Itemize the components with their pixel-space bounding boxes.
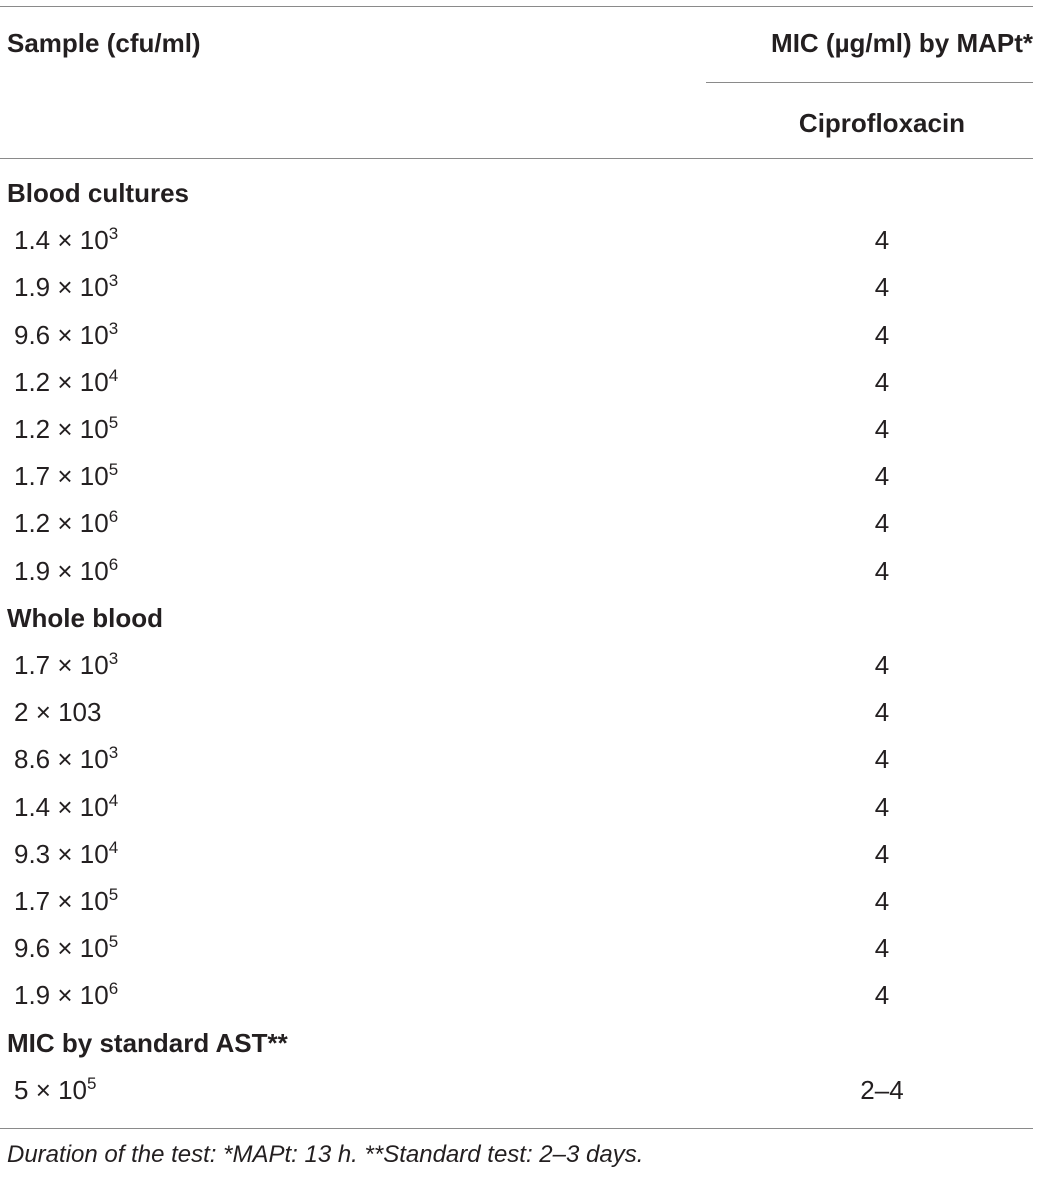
sample-concentration xyxy=(14,556,118,590)
sample-mantissa: 9.6 xyxy=(14,933,51,963)
sample-times-ten: × 10 xyxy=(50,650,109,680)
sample-concentration xyxy=(14,225,118,259)
sample-concentration xyxy=(14,414,118,448)
mic-value: 2–4 xyxy=(860,1075,904,1105)
sample-concentration xyxy=(14,886,118,920)
sample-exponent: 5 xyxy=(108,885,119,904)
header-sample: Sample (cfu/ml) xyxy=(7,28,201,58)
group-label: MIC by standard AST** xyxy=(7,1028,288,1058)
sample-times-ten: × 10 xyxy=(50,461,109,491)
sample-times-ten: × 10 xyxy=(28,1075,88,1105)
sample-exponent: 5 xyxy=(108,932,119,951)
mic-value: 4 xyxy=(874,697,890,727)
table-row xyxy=(0,1075,1039,1122)
sample-concentration xyxy=(14,508,118,542)
mic-value: 4 xyxy=(874,272,890,302)
sample-concentration xyxy=(14,650,118,684)
sample-concentration xyxy=(14,697,101,731)
sample-exponent: 3 xyxy=(108,271,119,290)
table-row xyxy=(0,414,1039,461)
sample-concentration xyxy=(14,272,118,306)
sample-concentration xyxy=(14,461,118,495)
mic-value: 4 xyxy=(874,414,890,444)
sample-mantissa: 1.9 xyxy=(14,556,51,586)
mic-value: 4 xyxy=(874,980,890,1010)
sample-concentration xyxy=(14,933,118,967)
header-bottom-rule xyxy=(0,158,1033,159)
table-row xyxy=(0,980,1039,1027)
table-row xyxy=(0,367,1039,414)
sample-concentration xyxy=(14,744,118,778)
table-row xyxy=(0,886,1039,933)
group-label: Whole blood xyxy=(7,603,163,633)
mic-value: 4 xyxy=(874,461,890,491)
bottom-rule xyxy=(0,1128,1033,1129)
sample-times-ten: × 10 xyxy=(50,839,109,869)
mic-value: 4 xyxy=(874,744,890,774)
sample-times-ten: × 10 xyxy=(50,414,109,444)
mic-value: 4 xyxy=(874,886,890,916)
sample-times-ten: × 10 xyxy=(50,886,109,916)
header-ciprofloxacin: Ciprofloxacin xyxy=(798,108,966,138)
sample-times-ten: × 10 xyxy=(50,980,109,1010)
sample-exponent: 6 xyxy=(108,555,119,574)
sample-mantissa: 2 xyxy=(14,697,29,727)
sample-mantissa: 1.7 xyxy=(14,650,51,680)
sample-exponent: 6 xyxy=(108,507,119,526)
table-row xyxy=(0,839,1039,886)
sample-exponent: 3 xyxy=(108,649,119,668)
sample-exponent: 4 xyxy=(108,791,119,810)
sample-times-ten: × 10 xyxy=(50,744,109,774)
sample-exponent: 3 xyxy=(108,743,119,762)
table-row xyxy=(0,556,1039,603)
mic-value: 4 xyxy=(874,508,890,538)
mic-value: 4 xyxy=(874,225,890,255)
mic-value: 4 xyxy=(874,839,890,869)
sample-times-ten: × 10 xyxy=(50,367,109,397)
sample-mantissa: 1.9 xyxy=(14,272,51,302)
sample-mantissa: 1.2 xyxy=(14,414,51,444)
sample-mantissa: 9.3 xyxy=(14,839,51,869)
sample-exponent: 6 xyxy=(108,979,119,998)
group-label: Blood cultures xyxy=(7,178,190,208)
sample-concentration xyxy=(14,980,118,1014)
mic-value: 4 xyxy=(874,556,890,586)
mic-value: 4 xyxy=(874,650,890,680)
sample-mantissa: 5 xyxy=(14,1075,29,1105)
sample-exponent: 5 xyxy=(87,1074,97,1093)
sample-times-ten: × 10 xyxy=(50,508,109,538)
mic-value: 4 xyxy=(874,933,890,963)
sample-mantissa: 1.2 xyxy=(14,367,51,397)
sample-exponent: 3 xyxy=(108,224,119,243)
sample-mantissa: 1.7 xyxy=(14,886,51,916)
sample-mantissa: 8.6 xyxy=(14,744,51,774)
sample-mantissa: 1.4 xyxy=(14,225,51,255)
table-row xyxy=(0,272,1039,319)
sample-times-ten: × 10 xyxy=(50,792,109,822)
sample-times-ten: × 10 xyxy=(50,556,109,586)
top-rule xyxy=(0,6,1033,7)
table-row xyxy=(0,697,1039,744)
sample-exponent: 4 xyxy=(108,366,119,385)
sample-times-ten: × 10 xyxy=(50,320,109,350)
mic-value: 4 xyxy=(874,367,890,397)
sample-exponent: 5 xyxy=(108,460,119,479)
sample-exponent: 3 xyxy=(108,319,119,338)
table-row xyxy=(0,508,1039,555)
sample-concentration xyxy=(14,367,118,401)
sample-concentration xyxy=(14,1075,97,1109)
sample-times-ten: × 10 xyxy=(50,225,109,255)
sample-mantissa: 1.2 xyxy=(14,508,51,538)
table-row xyxy=(0,650,1039,697)
table-row xyxy=(0,461,1039,508)
sample-mantissa: 9.6 xyxy=(14,320,51,350)
table-row xyxy=(0,225,1039,272)
sample-exponent: 5 xyxy=(108,413,119,432)
sample-concentration xyxy=(14,792,118,826)
table-row xyxy=(0,744,1039,791)
sample-times-ten: × 103 xyxy=(28,697,102,727)
sample-concentration xyxy=(14,320,118,354)
sample-mantissa: 1.9 xyxy=(14,980,51,1010)
mic-value: 4 xyxy=(874,792,890,822)
sample-mantissa: 1.4 xyxy=(14,792,51,822)
table-footnote: Duration of the test: *MAPt: 13 h. **Standard test: 2–3 days. xyxy=(7,1141,644,1168)
mic-group-rule xyxy=(706,82,1033,83)
sample-exponent: 4 xyxy=(108,838,119,857)
sample-times-ten: × 10 xyxy=(50,933,109,963)
header-mic-group: MIC (µg/ml) by MAPt* xyxy=(771,28,1033,58)
table-row xyxy=(0,933,1039,980)
sample-times-ten: × 10 xyxy=(50,272,109,302)
sample-mantissa: 1.7 xyxy=(14,461,51,491)
table-row xyxy=(0,792,1039,839)
sample-concentration xyxy=(14,839,118,873)
table-row xyxy=(0,320,1039,367)
mic-value: 4 xyxy=(874,320,890,350)
